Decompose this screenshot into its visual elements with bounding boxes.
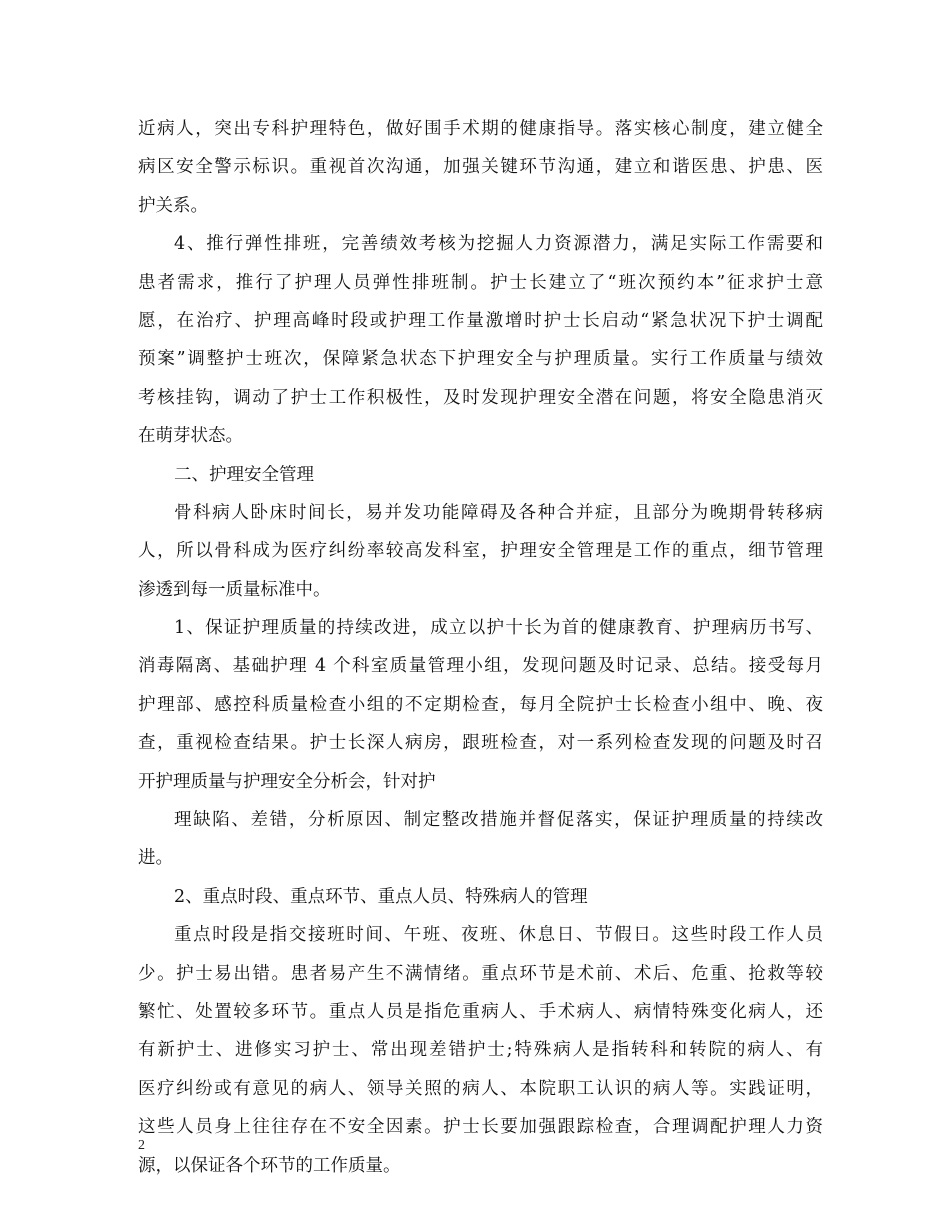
text-line: 护关系。: [138, 195, 208, 216]
text-line: 愿，在治疗、护理高峰时段或护理工作量激增时护士长启动“紧急状况下护士调配: [138, 310, 823, 331]
text-line: 4、推行弹性排班，完善绩效考核为挖掘人力资源潜力，满足实际工作需要和: [174, 234, 823, 255]
text-line: 医疗纠纷或有意见的病人、领导关照的病人、本院职工认识的病人等。实践证明，: [138, 1078, 823, 1099]
text-line: 重点时段是指交接班时间、午班、夜班、休息日、节假日。这些时段工作人员: [174, 925, 823, 946]
text-line: 这些人员身上往往存在不安全因素。护士长要加强跟踪检查，合理调配护理人力资: [138, 1117, 823, 1138]
text-line: 在萌芽状态。: [138, 426, 243, 447]
text-line: 考核挂钩，调动了护士工作积极性，及时发现护理安全潜在问题，将安全隐患消灭: [138, 387, 823, 408]
text-line: 查，重视检查结果。护士长深人病房，跟班检查，对一系列检查发现的问题及时召: [138, 733, 823, 754]
text-line: 2、重点时段、重点环节、重点人员、特殊病人的管理: [174, 886, 588, 907]
text-line: 近病人，突出专科护理特色，做好围手术期的健康指导。落实核心制度，建立健全: [138, 119, 823, 139]
text-line: 二、护理安全管理: [174, 464, 314, 485]
text-line: 护理部、感控科质量检查小组的不定期检查，每月全院护士长检查小组中、晚、夜: [138, 694, 823, 715]
text-line: 人，所以骨科成为医疗纠纷率较高发科室，护理安全管理是工作的重点，细节管理: [138, 541, 823, 562]
text-line: 进。: [138, 848, 173, 869]
text-line: 少。护士易出错。患者易产生不满情绪。重点环节是术前、术后、危重、抢救等较: [138, 963, 823, 984]
text-line: 预案”调整护士班次，保障紧急状态下护理安全与护理质量。实行工作质量与绩效: [138, 349, 823, 370]
page-number: 2: [138, 1138, 145, 1153]
text-line: 开护理质量与护理安全分析会，针对护: [138, 771, 436, 792]
text-line: 有新护士、进修实习护士、常出现差错护士;特殊病人是指转科和转院的病人、有: [138, 1040, 823, 1061]
text-line: 渗透到每一质量标准中。: [138, 579, 331, 600]
document-body: [138, 110, 823, 1185]
text-line: 消毒隔离、基础护理 4 个科室质量管理小组，发现问题及时记录、总结。接受每月: [138, 656, 823, 677]
text-line: 患者需求，推行了护理人员弹性排班制。护士长建立了“班次预约本”征求护士意: [138, 272, 823, 293]
text-line: 理缺陷、差错，分析原因、制定整改措施并督促落实，保证护理质量的持续改: [174, 810, 823, 831]
text-line: 骨科病人卧床时间长，易并发功能障碍及各种合并症，且部分为晚期骨转移病: [174, 502, 823, 523]
text-line: 1、保证护理质量的持续改进，成立以护十长为首的健康教育、护理病历书写、: [174, 618, 823, 639]
text-line: 源，以保证各个环节的工作质量。: [138, 1155, 401, 1176]
text-line: 病区安全警示标识。重视首次沟通，加强关键环节沟通，建立和谐医患、护患、医: [138, 157, 823, 178]
text-line: 繁忙、处置较多环节。重点人员是指危重病人、手术病人、病情特殊变化病人，还: [138, 1001, 823, 1022]
